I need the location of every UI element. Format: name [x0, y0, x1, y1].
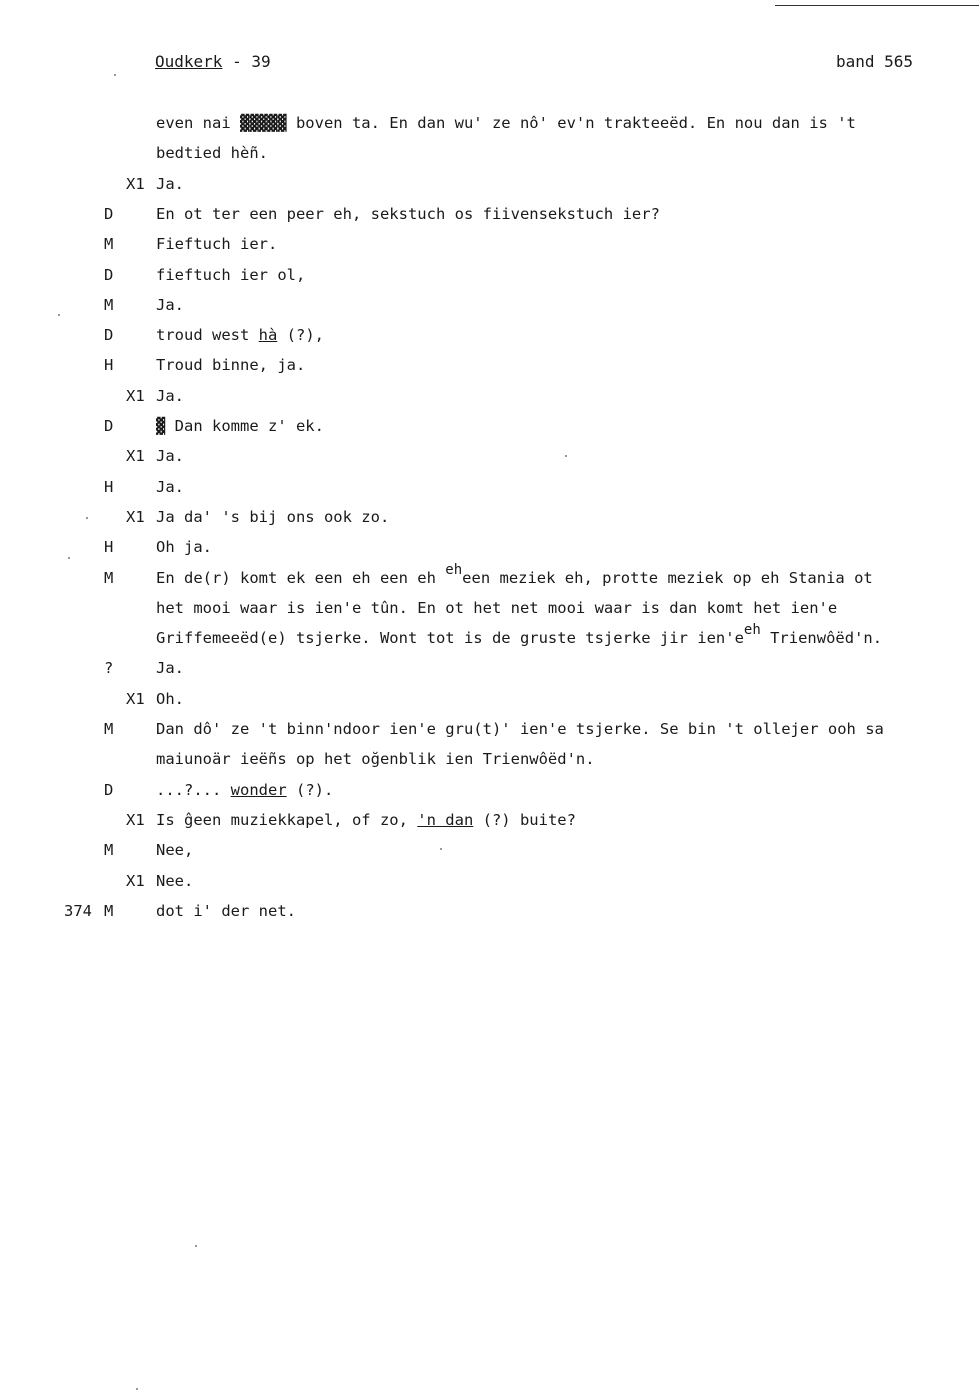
speck	[114, 74, 116, 76]
utterance-segment: ...?...	[156, 780, 231, 799]
transcript-line	[0, 326, 979, 356]
speaker-label: X1	[126, 174, 145, 193]
utterance-text	[156, 781, 333, 799]
speaker-label: M	[104, 901, 114, 920]
utterance-text	[156, 811, 576, 829]
top-rule	[775, 5, 979, 6]
transcript-line	[0, 144, 979, 174]
utterance-text: Ja.	[156, 447, 184, 466]
speaker-label: D	[104, 417, 114, 435]
transcript-line	[0, 781, 979, 811]
transcript-line	[0, 266, 979, 296]
utterance-text: En ot ter een peer eh, sekstuch os fiivensekstuch ier?	[156, 204, 660, 223]
utterance-text: Nee.	[156, 871, 194, 890]
utterance-text	[156, 622, 883, 648]
utterance-segment: troud west	[156, 326, 259, 345]
speaker-label: ?	[104, 659, 114, 678]
utterance-text: Fieftuch ier.	[156, 235, 278, 254]
utterance-segment: (?) buite?	[473, 810, 576, 829]
utterance-text: Nee,	[156, 841, 194, 860]
utterance-segment: (?).	[286, 780, 334, 799]
speaker-label: D	[104, 326, 114, 345]
speaker-label: M	[104, 235, 114, 254]
utterance-text: Ja.	[156, 659, 184, 678]
page-header-right: band 565	[835, 52, 913, 71]
utterance-segment: Trienwôëd'n.	[760, 629, 883, 648]
transcript-line	[0, 114, 979, 144]
transcript-line	[0, 561, 979, 599]
utterance-text: Dan dô' ze 't binn'ndoor ien'e gru(t)' ien'e tsjerke. Se bin 't ollejer ooh sa	[156, 720, 884, 738]
speck	[86, 517, 88, 519]
page-header-left	[155, 52, 271, 71]
transcript-line	[0, 659, 979, 689]
transcript-line	[0, 811, 979, 841]
utterance-text: Ja.	[156, 386, 184, 405]
transcript-line	[0, 447, 979, 477]
transcript-line	[0, 356, 979, 386]
utterance-text	[156, 326, 324, 344]
underlined-segment: 'n dan	[417, 810, 474, 829]
speaker-label: D	[104, 204, 114, 223]
transcript-line	[0, 508, 979, 538]
speck	[136, 1388, 138, 1390]
transcript-line	[0, 841, 979, 871]
utterance-text: fieftuch ier ol,	[156, 265, 306, 284]
utterance-text	[156, 561, 873, 587]
line-number: 374	[64, 901, 92, 920]
speaker-label: H	[104, 477, 114, 496]
utterance-segment: Is ĝeen muziekkapel, of zo,	[156, 810, 418, 829]
utterance-text: bedtied hèñ.	[156, 144, 268, 163]
speaker-label: H	[104, 356, 114, 375]
transcript-line	[0, 296, 979, 326]
speck	[565, 455, 567, 457]
utterance-text: het mooi waar is ien'e tûn. En ot het net mooi waar is dan komt het ien'e	[156, 598, 838, 617]
speaker-label: X1	[126, 810, 145, 829]
transcript-line	[0, 750, 979, 780]
transcript-line	[0, 205, 979, 235]
utterance-text: Ja.	[156, 295, 184, 314]
transcript-line	[0, 417, 979, 447]
transcript-line	[0, 538, 979, 568]
utterance-text: Oh ja.	[156, 538, 212, 557]
transcript-line	[0, 599, 979, 629]
utterance-text: Ja.	[156, 477, 184, 496]
utterance-text: Oh.	[156, 689, 184, 708]
transcript-line	[0, 387, 979, 417]
underlined-segment: hà	[258, 326, 278, 345]
utterance-segment: (?),	[277, 326, 324, 345]
utterance-text: even nai ▓▓▓▓▓ boven ta. En dan wu' ze nô' ev'n trakteeëd. En nou dan is 't	[156, 114, 856, 132]
utterance-segment: Griffemeeëd(e) tsjerke. Wont tot is de gruste tsjerke jir ien'e	[156, 629, 744, 648]
header-page-number: - 39	[222, 52, 271, 71]
speaker-label: X1	[126, 447, 145, 466]
speck	[440, 848, 442, 850]
utterance-text: Ja.	[156, 174, 184, 193]
header-title: Oudkerk	[155, 52, 223, 71]
speaker-label: X1	[126, 871, 145, 890]
speaker-label: M	[104, 841, 114, 860]
utterance-segment: En de(r) komt ek een eh een eh	[156, 568, 446, 587]
speaker-label: H	[104, 538, 114, 557]
utterance-text: maiunoär ieëñs op het oğenblik ien Trienwôëd'n.	[156, 750, 595, 769]
speaker-label: D	[104, 780, 114, 799]
utterance-text: dot i' der net.	[156, 901, 296, 920]
speaker-label: M	[104, 720, 114, 738]
transcript-line	[0, 235, 979, 265]
speaker-label: M	[104, 568, 114, 587]
transcript-line	[0, 902, 979, 932]
superscript-annotation: eh	[445, 561, 463, 578]
transcript-line	[0, 175, 979, 205]
utterance-text: Troud binne, ja.	[156, 356, 306, 375]
transcript-line	[0, 690, 979, 720]
speck	[195, 1245, 197, 1247]
speaker-label: X1	[126, 386, 145, 405]
utterance-text: Ja da' 's bij ons ook zo.	[156, 507, 390, 526]
transcript-line	[0, 622, 979, 659]
superscript-annotation: eh	[743, 622, 761, 639]
speaker-label: M	[104, 295, 114, 314]
transcript-line	[0, 872, 979, 902]
transcript-line	[0, 478, 979, 508]
utterance-segment: een meziek eh, protte meziek op eh Stania ot	[462, 568, 873, 587]
speaker-label: X1	[126, 689, 145, 708]
speaker-label: D	[104, 265, 114, 284]
underlined-segment: wonder	[230, 780, 287, 799]
speck	[58, 314, 60, 316]
transcript-line	[0, 720, 979, 750]
speaker-label: X1	[126, 507, 145, 526]
utterance-text: ▓ Dan komme z' ek.	[156, 417, 324, 435]
speck	[68, 557, 70, 559]
